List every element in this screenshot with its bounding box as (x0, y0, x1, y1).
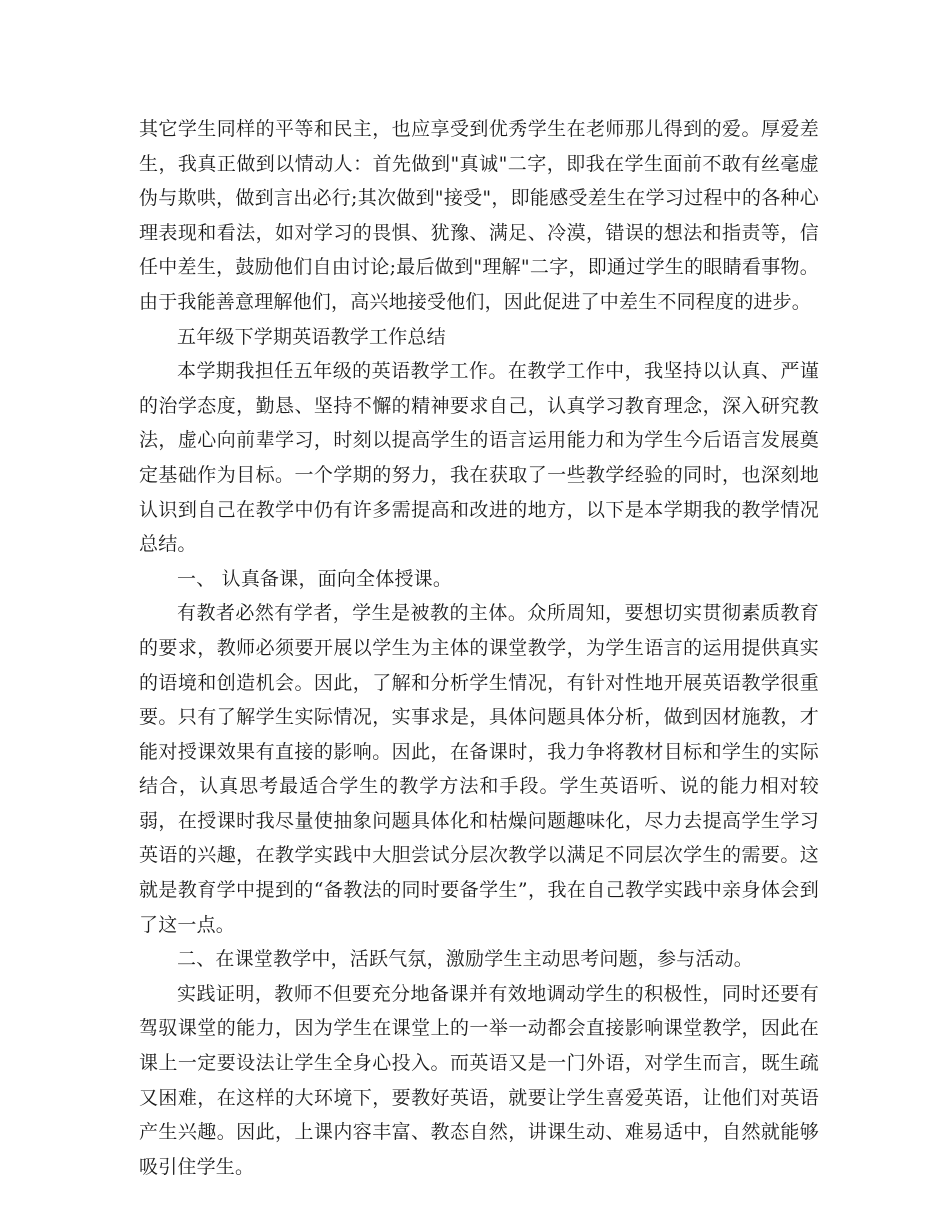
section-heading-1: 一、 认真备课，面向全体授课。 (177, 567, 453, 590)
paragraph-overview: 本学期我担任五年级的英语教学工作。在教学工作中，我坚持以认真、严谨的治学态度，勤恳、坚持不懈的精神要求自己，认真学习教育理念，深入研究教法，虚心向前辈学习，时刻以提高学生的语言运用能力和为学生今后语言发展奠定基础作为目标。一个学期的努力，我在获取了一些教学经验的同时，也深刻地认识到自己在教学中仍有许多需提高和改进的地方，以下是本学期我的教学情况总结。 (139, 360, 819, 556)
paragraph-section-1: 有教者必然有学者，学生是被教的主体。众所周知，要想切实贯彻素质教育的要求，教师必须要开展以学生为主体的课堂教学，为学生语言的运用提供真实的语境和创造机会。因此，了解和分析学生情况，有针对性地开展英语教学很重要。只有了解学生实际情况，实事求是，具体问题具体分析，做到因材施教，才能对授课效果有直接的影响。因此，在备课时，我力争将教材目标和学生的实际结合，认真思考最适合学生的教学方法和手段。学生英语听、说的能力相对较弱，在授课时我尽量使抽象问题具体化和枯燥问题趣味化，尽力去提高学生学习英语的兴趣，在教学实践中大胆尝试分层次教学以满足不同层次学生的需要。这就是教育学中提到的“备教法的同时要备学生”，我在自己教学实践中亲身体会到了这一点。 (139, 602, 819, 936)
paragraph-section-2: 实践证明，教师不但要充分地备课并有效地调动学生的积极性，同时还要有驾驭课堂的能力，因为学生在课堂上的一举一动都会直接影响课堂教学，因此在课上一定要设法让学生全身心投入。而英语又是一门外语，对学生而言，既生疏又困难，在这样的大环境下，要教好英语，就要让学生喜爱英语，让他们对英语产生兴趣。因此，上课内容丰富、教态自然，讲课生动、难易适中，自然就能够吸引住学生。 (139, 982, 819, 1178)
document-body (139, 112, 819, 1184)
paragraph-intro-continuation: 其它学生同样的平等和民主，也应享受到优秀学生在老师那儿得到的爱。厚爱差生，我真正做到以情动人：首先做到"真诚"二字，即我在学生面前不敢有丝毫虚伪与欺哄，做到言出必行;其次做到"接受"，即能感受差生在学习过程中的各种心理表现和看法，如对学习的畏惧、犹豫、满足、冷漠，错误的想法和指责等，信任中差生，鼓励他们自由讨论;最后做到"理解"二字，即通过学生的眼睛看事物。由于我能善意理解他们，高兴地接受他们，因此促进了中差生不同程度的进步。 (139, 118, 819, 313)
document-title: 五年级下学期英语教学工作总结 (177, 325, 446, 348)
section-heading-2: 二、在课堂教学中，活跃气氛，激励学生主动思考问题，参与活动。 (177, 948, 754, 971)
